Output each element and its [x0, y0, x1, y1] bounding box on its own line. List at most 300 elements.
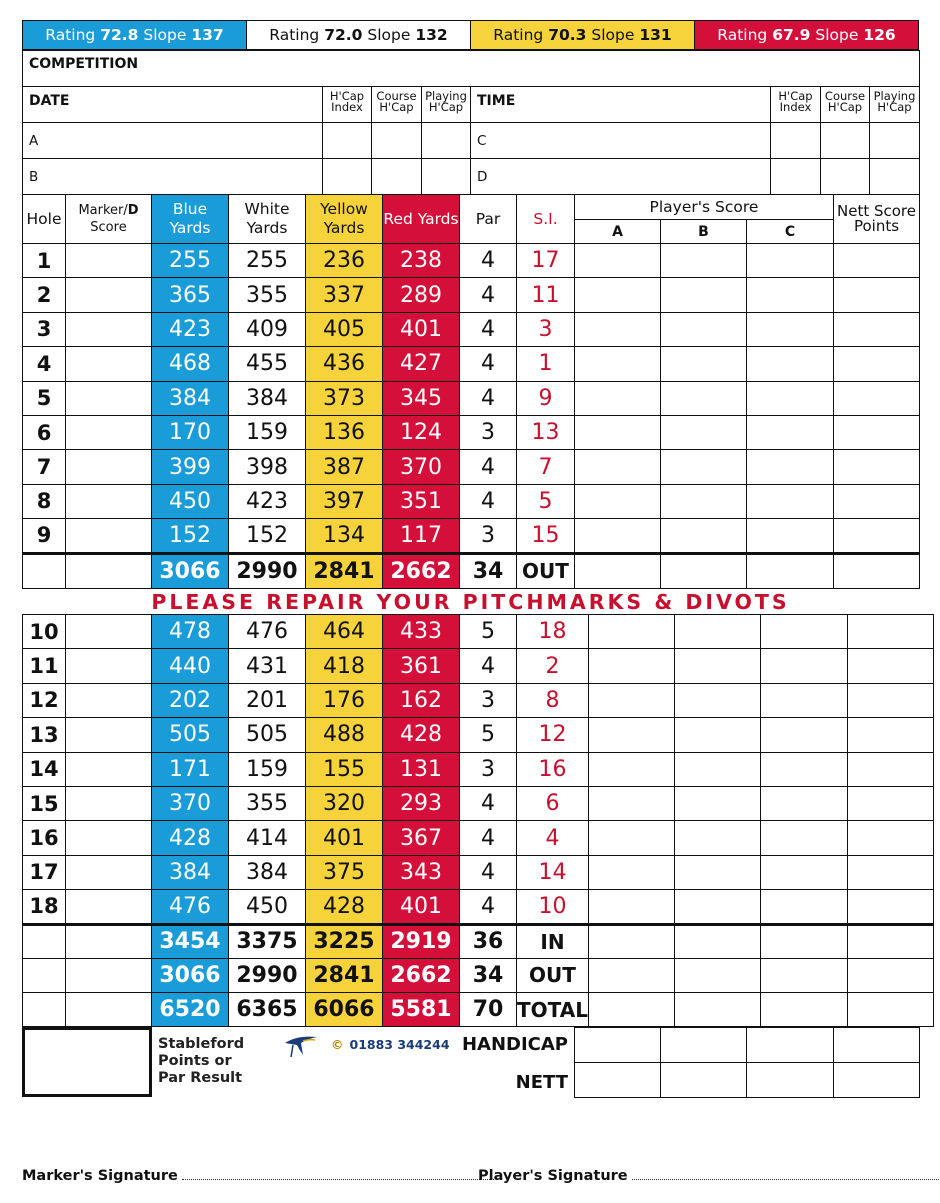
blue-yards: 450 [152, 484, 229, 518]
hole-number: 3 [23, 312, 66, 346]
player-d-playing-hcap-field[interactable] [870, 159, 920, 195]
player-b-score-cell[interactable] [674, 752, 760, 786]
player-a-score-cell[interactable] [588, 890, 674, 924]
par-value: 3 [460, 415, 517, 449]
player-b-total-cell[interactable] [674, 993, 760, 1027]
yellow-yards: 401 [306, 821, 383, 855]
white-yards: 159 [229, 415, 306, 449]
player-c-score-cell[interactable] [747, 450, 834, 484]
course-hcap-header: Course H'Cap [372, 87, 422, 123]
player-a-score-cell[interactable] [575, 381, 661, 415]
player-c-score-cell[interactable] [760, 615, 847, 649]
player-a-score-cell[interactable] [588, 855, 674, 889]
player-a-score-cell[interactable] [575, 519, 661, 553]
player-c-score-cell[interactable] [747, 519, 834, 553]
player-b-score-cell[interactable] [661, 484, 747, 518]
player-c-playing-hcap-field[interactable] [870, 123, 920, 159]
stroke-index: 10 [517, 890, 589, 924]
marker-score-cell[interactable] [66, 890, 152, 924]
white-yards-total: 2990 [229, 553, 306, 588]
marker-score-cell[interactable] [66, 415, 152, 449]
nett-points-cell[interactable] [834, 519, 920, 553]
nett-points-cell[interactable] [834, 347, 920, 381]
nett-c-field[interactable] [747, 1063, 834, 1098]
white-yards: 414 [229, 821, 306, 855]
red-yards: 401 [383, 312, 460, 346]
totals-row [23, 958, 934, 992]
totals-hole-cell [23, 958, 66, 992]
blue-yards: 399 [152, 450, 229, 484]
hole-number: 15 [23, 786, 66, 820]
player-c-score-cell[interactable] [760, 821, 847, 855]
player-c-score-cell[interactable] [760, 890, 847, 924]
nett-points-cell[interactable] [847, 752, 933, 786]
blue-yards: 170 [152, 415, 229, 449]
totals-marker-cell[interactable] [66, 958, 152, 992]
handicap-nett-field[interactable] [834, 1028, 920, 1063]
hole-row [23, 855, 934, 889]
marker-score-cell[interactable] [66, 484, 152, 518]
player-b-score-cell[interactable] [661, 312, 747, 346]
nett-points-cell[interactable] [847, 821, 933, 855]
yellow-yards-header: Yellow Yards [306, 195, 383, 244]
hole-header: Hole [23, 195, 66, 244]
player-c-course-hcap-field[interactable] [821, 123, 870, 159]
player-c-score-cell[interactable] [747, 312, 834, 346]
player-a-score-cell[interactable] [575, 244, 661, 278]
player-b-total-cell[interactable] [661, 553, 747, 588]
hole-number: 4 [23, 347, 66, 381]
player-b-name-field[interactable]: B [23, 159, 323, 195]
player-b-header: B [661, 220, 747, 244]
hole-row [23, 347, 920, 381]
player-c-score-cell[interactable] [760, 683, 847, 717]
white-yards: 201 [229, 683, 306, 717]
bird-logo-icon [283, 1033, 319, 1059]
player-c-score-cell[interactable] [747, 278, 834, 312]
red-yards: 401 [383, 890, 460, 924]
totals-hole-cell [23, 924, 66, 958]
yellow-yards: 464 [306, 615, 383, 649]
hole-row [23, 890, 934, 924]
blue-yards: 428 [152, 821, 229, 855]
yellow-yards: 418 [306, 649, 383, 683]
par-value: 5 [460, 615, 517, 649]
hole-number: 8 [23, 484, 66, 518]
tee-rating-2: Rating 70.3 Slope 131 [471, 21, 695, 49]
white-yards: 384 [229, 381, 306, 415]
hole-row [23, 484, 920, 518]
marker-score-cell[interactable] [66, 821, 152, 855]
back-nine-table [22, 614, 934, 1027]
nett-points-cell[interactable] [834, 484, 920, 518]
nett-points-cell[interactable] [847, 683, 933, 717]
player-a-score-cell[interactable] [588, 649, 674, 683]
player-b-playing-hcap-field[interactable] [422, 159, 471, 195]
red-yards: 117 [383, 519, 460, 553]
yellow-yards: 155 [306, 752, 383, 786]
player-b-course-hcap-field[interactable] [372, 159, 422, 195]
nett-total-cell[interactable] [834, 553, 920, 588]
totals-row [23, 553, 920, 588]
totals-row [23, 993, 934, 1027]
red-yards-total: 2919 [383, 924, 460, 958]
red-yards: 343 [383, 855, 460, 889]
par-value: 4 [460, 450, 517, 484]
handicap-c-field[interactable] [747, 1028, 834, 1063]
blue-yards-total: 3066 [152, 553, 229, 588]
white-yards: 398 [229, 450, 306, 484]
hole-number: 11 [23, 649, 66, 683]
par-value: 4 [460, 347, 517, 381]
player-b-score-cell[interactable] [674, 718, 760, 752]
totals-hole-cell [23, 553, 66, 588]
nett-points-cell[interactable] [834, 312, 920, 346]
player-b-total-cell[interactable] [674, 958, 760, 992]
yellow-yards: 375 [306, 855, 383, 889]
tee-ratings-bar [22, 20, 919, 50]
player-a-score-cell[interactable] [588, 683, 674, 717]
stroke-index: 7 [517, 450, 575, 484]
player-a-name-field[interactable]: A [23, 123, 323, 159]
white-yards: 355 [229, 278, 306, 312]
marker-score-cell[interactable] [66, 855, 152, 889]
player-a-score-cell[interactable] [575, 278, 661, 312]
marker-score-cell[interactable] [66, 615, 152, 649]
repair-pitchmarks-message: PLEASE REPAIR YOUR PITCHMARKS & DIVOTS [151, 590, 790, 614]
hole-number: 16 [23, 821, 66, 855]
stroke-index: 1 [517, 347, 575, 381]
handicap-a-field[interactable] [575, 1028, 661, 1063]
markers-signature-line[interactable]: Marker's Signature [22, 1168, 494, 1184]
player-a-score-cell[interactable] [575, 450, 661, 484]
hole-number: 17 [23, 855, 66, 889]
par-value: 4 [460, 381, 517, 415]
blue-yards-total: 3454 [152, 924, 229, 958]
player-b-score-cell[interactable] [661, 519, 747, 553]
white-yards-total: 3375 [229, 924, 306, 958]
player-b-score-cell[interactable] [661, 415, 747, 449]
player-a-score-cell[interactable] [575, 484, 661, 518]
player-d-name-field[interactable]: D [471, 159, 771, 195]
tee-rating-3: Rating 67.9 Slope 126 [695, 21, 918, 49]
nett-points-cell[interactable] [847, 615, 933, 649]
player-a-score-cell[interactable] [588, 615, 674, 649]
white-yards: 152 [229, 519, 306, 553]
players-signature-line[interactable]: Player's Signature [478, 1168, 940, 1184]
marker-score-cell[interactable] [66, 786, 152, 820]
white-yards: 355 [229, 786, 306, 820]
hole-row [23, 649, 934, 683]
blue-yards: 423 [152, 312, 229, 346]
stroke-index: 8 [517, 683, 589, 717]
totals-label: OUT [517, 958, 589, 992]
player-c-score-cell[interactable] [747, 244, 834, 278]
player-a-score-cell[interactable] [588, 786, 674, 820]
stroke-index: 2 [517, 649, 589, 683]
nett-points-field[interactable] [834, 1063, 920, 1098]
nett-total-cell[interactable] [847, 993, 933, 1027]
playing-hcap-header: Playing H'Cap [870, 87, 920, 123]
white-yards-total: 2990 [229, 958, 306, 992]
blue-yards: 384 [152, 381, 229, 415]
player-b-score-cell[interactable] [674, 786, 760, 820]
handicap-nett-table [574, 1027, 920, 1098]
yellow-yards: 320 [306, 786, 383, 820]
totals-marker-cell[interactable] [66, 553, 152, 588]
nett-points-cell[interactable] [847, 786, 933, 820]
marker-score-cell[interactable] [66, 312, 152, 346]
white-yards: 505 [229, 718, 306, 752]
player-a-header: A [575, 220, 661, 244]
yellow-yards: 337 [306, 278, 383, 312]
yellow-yards: 428 [306, 890, 383, 924]
competition-label: COMPETITION [23, 51, 920, 87]
player-c-header: C [747, 220, 834, 244]
player-a-score-cell[interactable] [588, 821, 674, 855]
red-yards-total: 2662 [383, 958, 460, 992]
stroke-index: 12 [517, 718, 589, 752]
totals-marker-cell[interactable] [66, 993, 152, 1027]
tee-rating-0: Rating 72.8 Slope 137 [23, 21, 247, 49]
marker-score-cell[interactable] [66, 718, 152, 752]
hole-row [23, 450, 920, 484]
nett-label: NETT [515, 1072, 568, 1093]
player-b-score-cell[interactable] [661, 278, 747, 312]
handicap-label: HANDICAP [461, 1034, 568, 1055]
stroke-index: 18 [517, 615, 589, 649]
blue-yards: 476 [152, 890, 229, 924]
stroke-index: 15 [517, 519, 575, 553]
par-total: 34 [460, 958, 517, 992]
red-yards: 131 [383, 752, 460, 786]
player-a-total-cell[interactable] [575, 553, 661, 588]
par-value: 4 [460, 649, 517, 683]
result-box[interactable] [22, 1027, 152, 1097]
marker-score-cell[interactable] [66, 450, 152, 484]
yellow-yards-total: 2841 [306, 958, 383, 992]
player-c-score-cell[interactable] [747, 347, 834, 381]
marker-score-cell[interactable] [66, 278, 152, 312]
nett-points-cell[interactable] [834, 244, 920, 278]
player-a-score-cell[interactable] [575, 347, 661, 381]
player-b-score-cell[interactable] [661, 244, 747, 278]
white-yards: 159 [229, 752, 306, 786]
yellow-yards-total: 3225 [306, 924, 383, 958]
player-c-score-cell[interactable] [760, 786, 847, 820]
player-c-score-cell[interactable] [760, 855, 847, 889]
course-hcap-header: Course H'Cap [821, 87, 870, 123]
par-value: 4 [460, 821, 517, 855]
stroke-index: 3 [517, 312, 575, 346]
player-a-score-cell[interactable] [575, 312, 661, 346]
totals-hole-cell [23, 993, 66, 1027]
blue-yards: 202 [152, 683, 229, 717]
marker-score-header: Marker/D Score [66, 195, 152, 244]
red-yards-header: Red Yards [383, 195, 460, 244]
player-b-score-cell[interactable] [674, 615, 760, 649]
totals-marker-cell[interactable] [66, 924, 152, 958]
playing-hcap-header: Playing H'Cap [422, 87, 471, 123]
date-label: DATE [23, 87, 323, 123]
nett-a-field[interactable] [575, 1063, 661, 1098]
player-a-score-cell[interactable] [575, 415, 661, 449]
player-c-total-cell[interactable] [760, 958, 847, 992]
yellow-yards-total: 2841 [306, 553, 383, 588]
yellow-yards: 397 [306, 484, 383, 518]
player-b-total-cell[interactable] [674, 924, 760, 958]
hole-number: 14 [23, 752, 66, 786]
red-yards: 433 [383, 615, 460, 649]
hole-number: 12 [23, 683, 66, 717]
white-yards-header: White Yards [229, 195, 306, 244]
player-d-course-hcap-field[interactable] [821, 159, 870, 195]
yellow-yards: 387 [306, 450, 383, 484]
front-nine-table [22, 194, 920, 589]
yellow-yards: 136 [306, 415, 383, 449]
player-b-score-cell[interactable] [674, 890, 760, 924]
marker-score-cell[interactable] [66, 519, 152, 553]
player-b-score-cell[interactable] [674, 649, 760, 683]
white-yards-total: 6365 [229, 993, 306, 1027]
white-yards: 384 [229, 855, 306, 889]
red-yards: 124 [383, 415, 460, 449]
white-yards: 431 [229, 649, 306, 683]
red-yards: 428 [383, 718, 460, 752]
time-label: TIME [471, 87, 771, 123]
hole-number: 6 [23, 415, 66, 449]
white-yards: 455 [229, 347, 306, 381]
marker-score-cell[interactable] [66, 347, 152, 381]
nett-b-field[interactable] [661, 1063, 747, 1098]
yellow-yards: 236 [306, 244, 383, 278]
blue-yards: 171 [152, 752, 229, 786]
player-c-name-field[interactable]: C [471, 123, 771, 159]
player-c-total-cell[interactable] [760, 924, 847, 958]
yellow-yards: 488 [306, 718, 383, 752]
stroke-index: 11 [517, 278, 575, 312]
player-b-score-cell[interactable] [661, 381, 747, 415]
marker-score-cell[interactable] [66, 683, 152, 717]
nett-points-cell[interactable] [834, 450, 920, 484]
yellow-yards: 405 [306, 312, 383, 346]
par-value: 4 [460, 244, 517, 278]
nett-points-cell[interactable] [847, 649, 933, 683]
par-header: Par [460, 195, 517, 244]
player-a-hcap-index-field[interactable] [323, 123, 372, 159]
red-yards: 351 [383, 484, 460, 518]
par-value: 3 [460, 683, 517, 717]
player-c-score-cell[interactable] [760, 649, 847, 683]
player-d-hcap-index-field[interactable] [771, 159, 821, 195]
player-c-score-cell[interactable] [747, 381, 834, 415]
player-a-course-hcap-field[interactable] [372, 123, 422, 159]
hcap-index-header: H'Cap Index [771, 87, 821, 123]
player-a-total-cell[interactable] [588, 924, 674, 958]
red-yards: 162 [383, 683, 460, 717]
hole-number: 10 [23, 615, 66, 649]
player-b-score-cell[interactable] [661, 347, 747, 381]
marker-score-cell[interactable] [66, 752, 152, 786]
hole-number: 5 [23, 381, 66, 415]
player-c-total-cell[interactable] [747, 553, 834, 588]
player-c-score-cell[interactable] [747, 484, 834, 518]
par-total: 70 [460, 993, 517, 1027]
player-b-score-cell[interactable] [674, 683, 760, 717]
nett-score-points-header: Nett Score Points [834, 195, 920, 244]
blue-yards: 440 [152, 649, 229, 683]
blue-yards-total: 3066 [152, 958, 229, 992]
nett-points-cell[interactable] [847, 718, 933, 752]
par-value: 4 [460, 278, 517, 312]
marker-score-cell[interactable] [66, 649, 152, 683]
player-a-total-cell[interactable] [588, 993, 674, 1027]
player-a-playing-hcap-field[interactable] [422, 123, 471, 159]
stroke-index: 5 [517, 484, 575, 518]
nett-points-cell[interactable] [834, 278, 920, 312]
player-a-score-cell[interactable] [588, 752, 674, 786]
nett-points-cell[interactable] [847, 890, 933, 924]
par-value: 4 [460, 786, 517, 820]
player-a-total-cell[interactable] [588, 958, 674, 992]
hole-number: 13 [23, 718, 66, 752]
player-c-total-cell[interactable] [760, 993, 847, 1027]
players-score-header: Player's Score [575, 195, 834, 220]
player-b-score-cell[interactable] [674, 821, 760, 855]
hole-number: 7 [23, 450, 66, 484]
red-yards: 370 [383, 450, 460, 484]
red-yards: 427 [383, 347, 460, 381]
hole-row [23, 415, 920, 449]
player-c-score-cell[interactable] [760, 752, 847, 786]
hole-row [23, 821, 934, 855]
handicap-b-field[interactable] [661, 1028, 747, 1063]
nett-points-cell[interactable] [834, 381, 920, 415]
nett-total-cell[interactable] [847, 958, 933, 992]
white-yards: 423 [229, 484, 306, 518]
phone-number: © 01883 344244 [331, 1037, 450, 1052]
player-b-score-cell[interactable] [674, 855, 760, 889]
player-b-hcap-index-field[interactable] [323, 159, 372, 195]
red-yards: 238 [383, 244, 460, 278]
player-c-hcap-index-field[interactable] [771, 123, 821, 159]
player-a-score-cell[interactable] [588, 718, 674, 752]
tee-rating-1: Rating 72.0 Slope 132 [247, 21, 471, 49]
blue-yards: 255 [152, 244, 229, 278]
hole-number: 2 [23, 278, 66, 312]
totals-label: IN [517, 924, 589, 958]
marker-score-cell[interactable] [66, 381, 152, 415]
player-c-score-cell[interactable] [760, 718, 847, 752]
yellow-yards: 134 [306, 519, 383, 553]
marker-score-cell[interactable] [66, 244, 152, 278]
red-yards: 361 [383, 649, 460, 683]
totals-label: TOTAL [517, 993, 589, 1027]
hole-row [23, 615, 934, 649]
par-value: 4 [460, 312, 517, 346]
nett-points-cell[interactable] [847, 855, 933, 889]
blue-yards-total: 6520 [152, 993, 229, 1027]
blue-yards: 365 [152, 278, 229, 312]
totals-row [23, 924, 934, 958]
player-c-score-cell[interactable] [747, 415, 834, 449]
nett-total-cell[interactable] [847, 924, 933, 958]
blue-yards: 478 [152, 615, 229, 649]
player-b-score-cell[interactable] [661, 450, 747, 484]
nett-points-cell[interactable] [834, 415, 920, 449]
par-value: 3 [460, 519, 517, 553]
yellow-yards-total: 6066 [306, 993, 383, 1027]
